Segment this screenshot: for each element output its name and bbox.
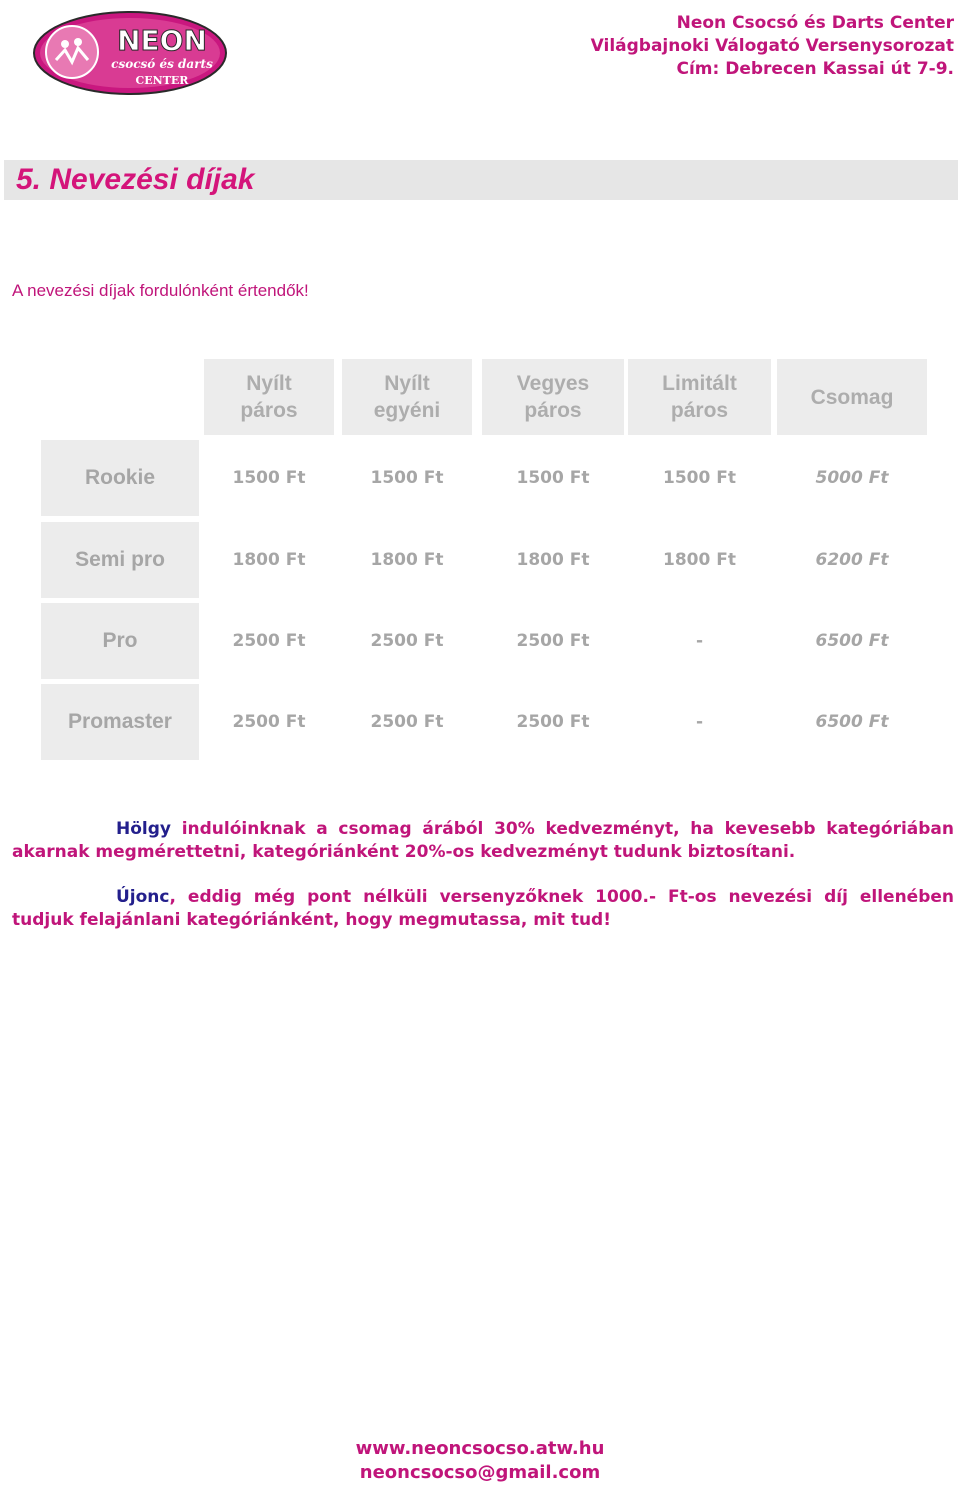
fee-cell: 1800 Ft — [370, 550, 444, 570]
note-newcomer-text: , eddig még pont nélküli versenyzőknek 1000.- Ft-os nevezési díj ellenében tudjuk felajánlani kategóriánként, hogy megmutassa, mit tud! — [12, 887, 954, 930]
row-header: Semi pro — [41, 522, 199, 598]
header-line-series: Világbajnoki Válogató Versenysorozat — [590, 36, 954, 56]
footer — [0, 1437, 960, 1485]
footer-email-link[interactable]: neoncsocso@gmail.com — [359, 1462, 601, 1483]
fee-cell: 1800 Ft — [516, 550, 590, 570]
fee-cell: 2500 Ft — [232, 712, 306, 732]
note-newcomer-lead: Újonc — [116, 887, 170, 907]
section-title: 5. Nevezési díjak — [16, 163, 255, 196]
fee-cell: 6200 Ft — [815, 550, 889, 570]
fee-cell: 1500 Ft — [663, 468, 736, 488]
fee-cell: 1500 Ft — [232, 468, 306, 488]
fee-cell: 6500 Ft — [815, 631, 889, 651]
fee-cell: - — [695, 712, 704, 732]
row-header: Pro — [41, 603, 199, 679]
fee-cell: 5000 Ft — [815, 468, 889, 488]
fee-cell: 2500 Ft — [516, 631, 590, 651]
logo-brand: NEON — [117, 24, 207, 57]
logo-tagline: csocsó és darts — [111, 57, 213, 71]
fee-cell: 2500 Ft — [370, 631, 444, 651]
intro-text: A nevezési díjak fordulónként értendők! — [12, 281, 309, 300]
fee-cell: 1800 Ft — [663, 550, 736, 570]
fee-cell: 2500 Ft — [516, 712, 590, 732]
row-header: Promaster — [41, 684, 199, 760]
footer-website-link[interactable]: www.neoncsocso.atw.hu — [355, 1438, 605, 1459]
header-line-address: Cím: Debrecen Kassai út 7-9. — [676, 59, 954, 79]
column-header: Nyílt egyéni — [342, 359, 472, 435]
notes — [12, 818, 954, 954]
note-newcomer — [12, 886, 954, 932]
note-women — [12, 818, 954, 864]
logo-sub: CENTER — [135, 74, 189, 87]
row-header: Rookie — [41, 440, 199, 516]
fee-cell: 1500 Ft — [516, 468, 590, 488]
fee-cell: 2500 Ft — [232, 631, 306, 651]
column-header: Limitált páros — [628, 359, 771, 435]
fee-cell: 1800 Ft — [232, 550, 306, 570]
note-women-text: indulóinknak a csomag árából 30% kedvezményt, ha kevesebb kategóriában akarnak megmérettetni, kategóriánként 20%-os kedvezményt tudunk biztosítani. — [12, 819, 954, 862]
note-women-lead: Hölgy — [116, 819, 171, 839]
fee-cell: 2500 Ft — [370, 712, 444, 732]
column-header: Nyílt páros — [204, 359, 334, 435]
fee-cell: 6500 Ft — [815, 712, 889, 732]
column-header: Csomag — [777, 359, 927, 435]
column-header: Vegyes páros — [482, 359, 624, 435]
fee-cell: 1500 Ft — [370, 468, 444, 488]
header-line-name: Neon Csocsó és Darts Center — [676, 13, 954, 33]
fee-cell: - — [695, 631, 704, 651]
